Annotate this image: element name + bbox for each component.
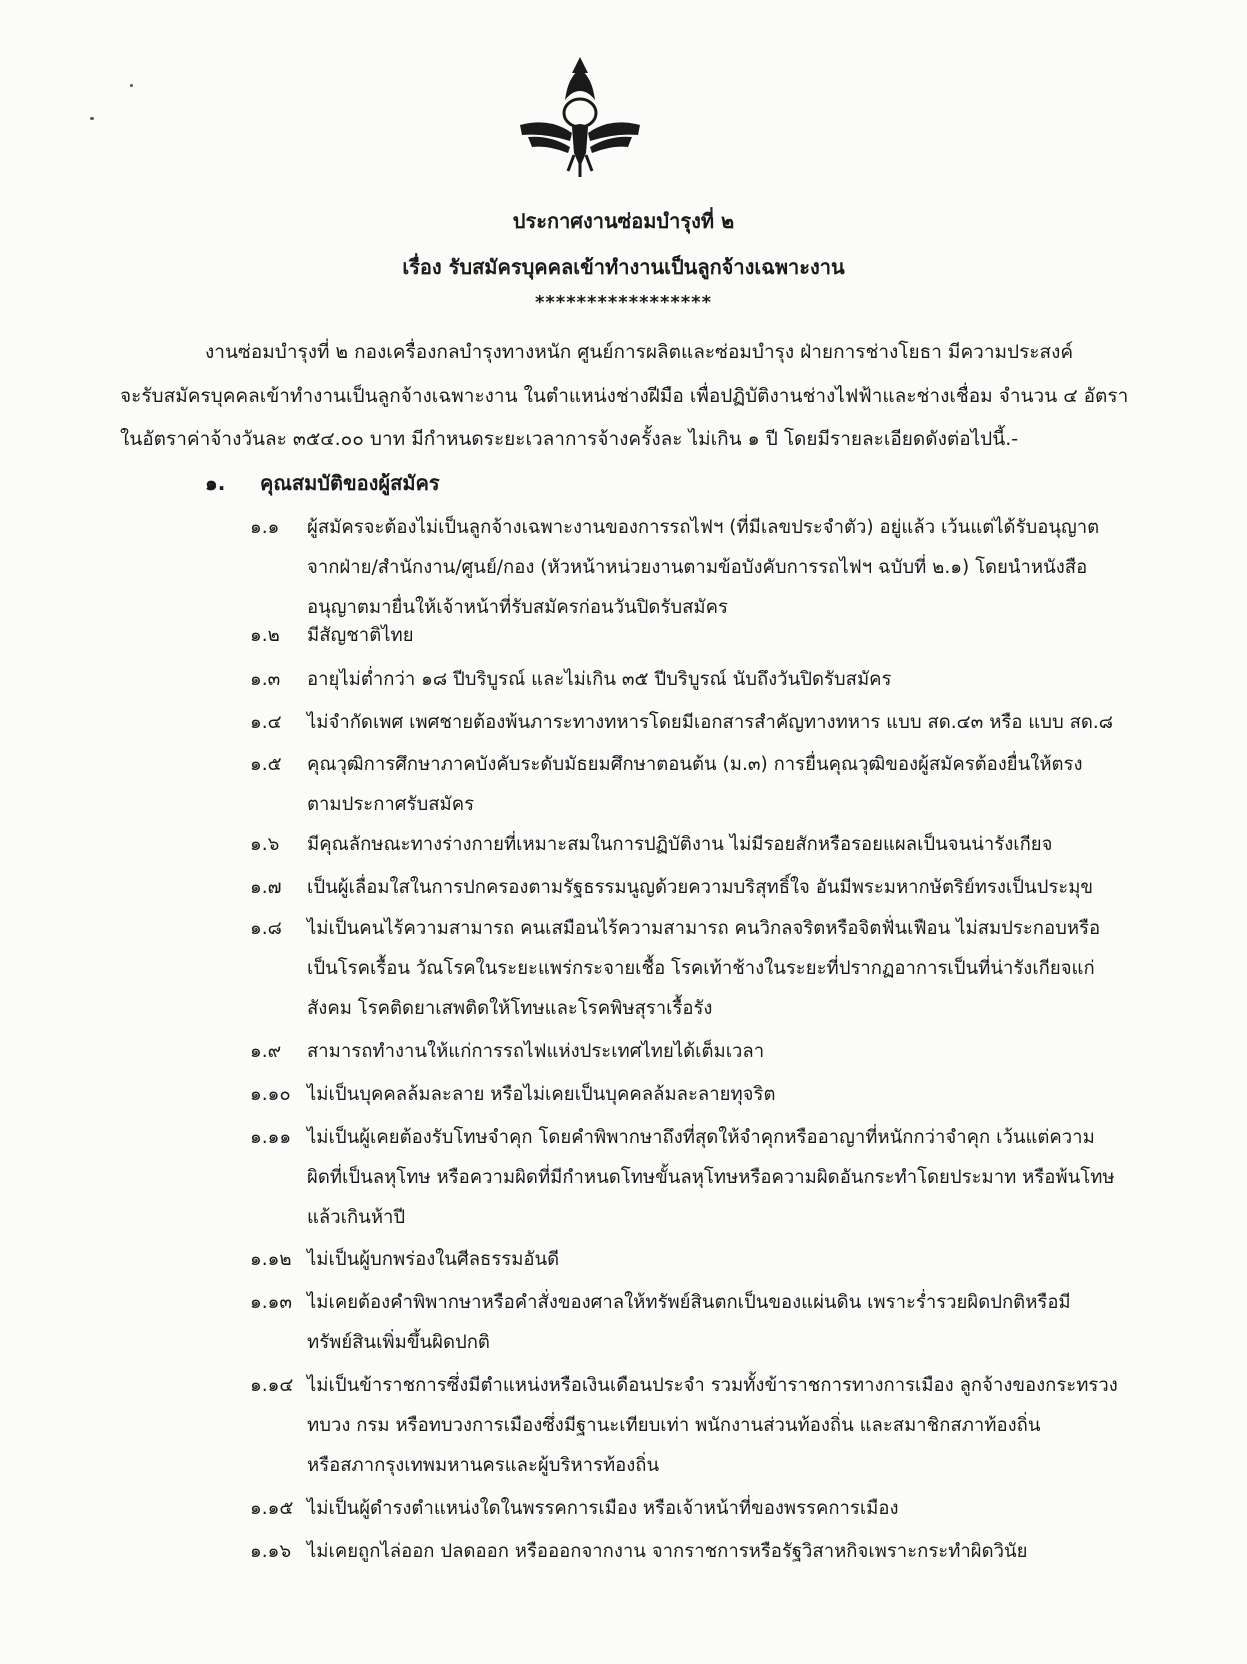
item-number: ๑.๒	[250, 625, 280, 646]
item-number: ๑.๓	[250, 669, 281, 690]
item-text-line: ผิดที่เป็นลหุโทษ หรือความผิดที่มีกำหนดโทษขั้นลหุโทษหรือความผิดอันกระทำโดยประมาท หรือพ้นโทษ	[307, 1167, 1115, 1188]
announcement-title: ประกาศงานซ่อมบำรุงที่ ๒	[512, 209, 735, 233]
item-text-line: สามารถทำงานให้แก่การรถไฟแห่งประเทศไทยได้เต็มเวลา	[307, 1041, 765, 1062]
item-text-line: ไม่เคยต้องคำพิพากษาหรือคำสั่งของศาลให้ทรัพย์สินตกเป็นของแผ่นดิน เพราะร่ำรวยผิดปกติหรือมี	[307, 1292, 1071, 1313]
section-title: คุณสมบัติของผู้สมัคร	[259, 471, 440, 495]
item-number: ๑.๕	[250, 754, 282, 775]
separator: *****************	[534, 292, 713, 313]
item-text-line: เป็นโรคเรื้อน วัณโรคในระยะแพร่กระจายเชื้อ โรคเท้าช้างในระยะที่ปรากฏอาการเป็นที่น่ารังเกียจแก่	[307, 958, 1095, 979]
item-number: ๑.๑๐	[250, 1084, 291, 1105]
announcement-subject: เรื่อง รับสมัครบุคคลเข้าทำงานเป็นลูกจ้างเฉพาะงาน	[402, 255, 845, 279]
item-text-line: แล้วเกินห้าปี	[307, 1207, 406, 1228]
item-text-line: ไม่เป็นคนไร้ความสามารถ คนเสมือนไร้ความสามารถ คนวิกลจริตหรือจิตฟั่นเฟือน ไม่สมประกอบหรือ	[307, 918, 1101, 939]
item-number: ๑.๖	[250, 834, 280, 855]
scan-speck	[90, 117, 94, 120]
intro-line-2: จะรับสมัครบุคคลเข้าทำงานเป็นลูกจ้างเฉพาะงาน ในตำแหน่งช่างฝีมือ เพื่อปฏิบัติงานช่างไฟฟ้าและช่างเชื่อม จำนวน ๔ อัตรา	[120, 385, 1129, 407]
item-number: ๑.๑	[250, 517, 280, 538]
item-text-line: มีคุณลักษณะทางร่างกายที่เหมาะสมในการปฏิบัติงาน ไม่มีรอยสักหรือรอยแผลเป็นจนน่ารังเกียจ	[307, 834, 1053, 855]
railway-emblem-icon	[510, 55, 650, 180]
item-number: ๑.๑๖	[250, 1541, 292, 1562]
item-number: ๑.๑๓	[250, 1292, 293, 1313]
item-text-line: สังคม โรคติดยาเสพติดให้โทษและโรคพิษสุราเรื้อรัง	[307, 998, 713, 1019]
item-text-line: ผู้สมัครจะต้องไม่เป็นลูกจ้างเฉพาะงานของการรถไฟฯ (ที่มีเลขประจำตัว) อยู่แล้ว เว้นแต่ได้รับอนุญาต	[307, 517, 1100, 538]
item-number: ๑.๑๔	[250, 1375, 294, 1396]
section-heading	[205, 467, 440, 499]
item-text-line: ไม่เป็นบุคคลล้มละลาย หรือไม่เคยเป็นบุคคลล้มละลายทุจริต	[307, 1084, 776, 1105]
item-text-line: ไม่เป็นผู้เคยต้องรับโทษจำคุก โดยคำพิพากษาถึงที่สุดให้จำคุกหรืออาญาที่หนักกว่าจำคุก เว้นแต่ความ	[307, 1127, 1095, 1148]
scan-speck	[130, 84, 133, 87]
item-text-line: ไม่เป็นผู้ดำรงตำแหน่งใดในพรรคการเมือง หรือเจ้าหน้าที่ของพรรคการเมือง	[307, 1498, 899, 1519]
item-text-line: จากฝ่าย/สำนักงาน/ศูนย์/กอง (หัวหน้าหน่วยงานตามข้อบังคับการรถไฟฯ ฉบับที่ ๒.๑) โดยนำหนังสือ	[307, 557, 1088, 578]
item-text-line: ทรัพย์สินเพิ่มขึ้นผิดปกติ	[307, 1332, 490, 1353]
item-number: ๑.๔	[250, 712, 282, 733]
item-number: ๑.๙	[250, 1041, 282, 1062]
item-text-line: หรือสภากรุงเทพมหานครและผู้บริหารท้องถิ่น	[307, 1455, 660, 1476]
item-number: ๑.๑๒	[250, 1249, 292, 1270]
item-text-line: ตามประกาศรับสมัคร	[307, 794, 475, 815]
item-number: ๑.๗	[250, 877, 282, 898]
item-number: ๑.๘	[250, 918, 282, 939]
item-text-line: มีสัญชาติไทย	[307, 625, 414, 646]
item-text-line: ทบวง กรม หรือทบวงการเมืองซึ่งมีฐานะเทียบเท่า พนักงานส่วนท้องถิ่น และสมาชิกสภาท้องถิ่น	[307, 1415, 1041, 1436]
item-text-line: อายุไม่ต่ำกว่า ๑๘ ปีบริบูรณ์ และไม่เกิน ๓๕ ปีบริบูรณ์ นับถึงวันปิดรับสมัคร	[307, 669, 892, 690]
item-text-line: เป็นผู้เลื่อมใสในการปกครองตามรัฐธรรมนูญด้วยความบริสุทธิ์ใจ อันมีพระมหากษัตริย์ทรงเป็นประมุข	[307, 877, 1094, 898]
item-text-line: ไม่เป็นผู้บกพร่องในศีลธรรมอันดี	[307, 1249, 560, 1270]
item-text-line: ไม่จำกัดเพศ เพศชายต้องพ้นภาระทางทหารโดยมีเอกสารสำคัญทางทหาร แบบ สด.๔๓ หรือ แบบ สด.๘	[307, 712, 1114, 733]
item-number: ๑.๑๕	[250, 1498, 294, 1519]
item-text-line: ไม่เป็นข้าราชการซึ่งมีตำแหน่งหรือเงินเดือนประจำ รวมทั้งข้าราชการทางการเมือง ลูกจ้างของกระทรวง	[307, 1375, 1118, 1396]
item-text-line: คุณวุฒิการศึกษาภาคบังคับระดับมัธยมศึกษาตอนต้น (ม.๓) การยื่นคุณวุฒิของผู้สมัครต้องยื่นให้ตรง	[307, 754, 1083, 775]
section-number: ๑.	[205, 471, 226, 495]
item-number: ๑.๑๑	[250, 1127, 292, 1148]
intro-line-1: งานซ่อมบำรุงที่ ๒ กองเครื่องกลบำรุงทางหนัก ศูนย์การผลิตและซ่อมบำรุง ฝ่ายการช่างโยธา มีความประสงค์	[205, 341, 1074, 363]
item-text-line: อนุญาตมายื่นให้เจ้าหน้าที่รับสมัครก่อนวันปิดรับสมัคร	[307, 597, 728, 618]
item-text-line: ไม่เคยถูกไล่ออก ปลดออก หรือออกจากงาน จากราชการหรือรัฐวิสาหกิจเพราะกระทำผิดวินัย	[307, 1541, 1028, 1562]
intro-line-3: ในอัตราค่าจ้างวันละ ๓๕๔.๐๐ บาท มีกำหนดระยะเวลาการจ้างครั้งละ ไม่เกิน ๑ ปี โดยมีรายละเอียดดังต่อไปนี้.-	[120, 428, 1019, 450]
